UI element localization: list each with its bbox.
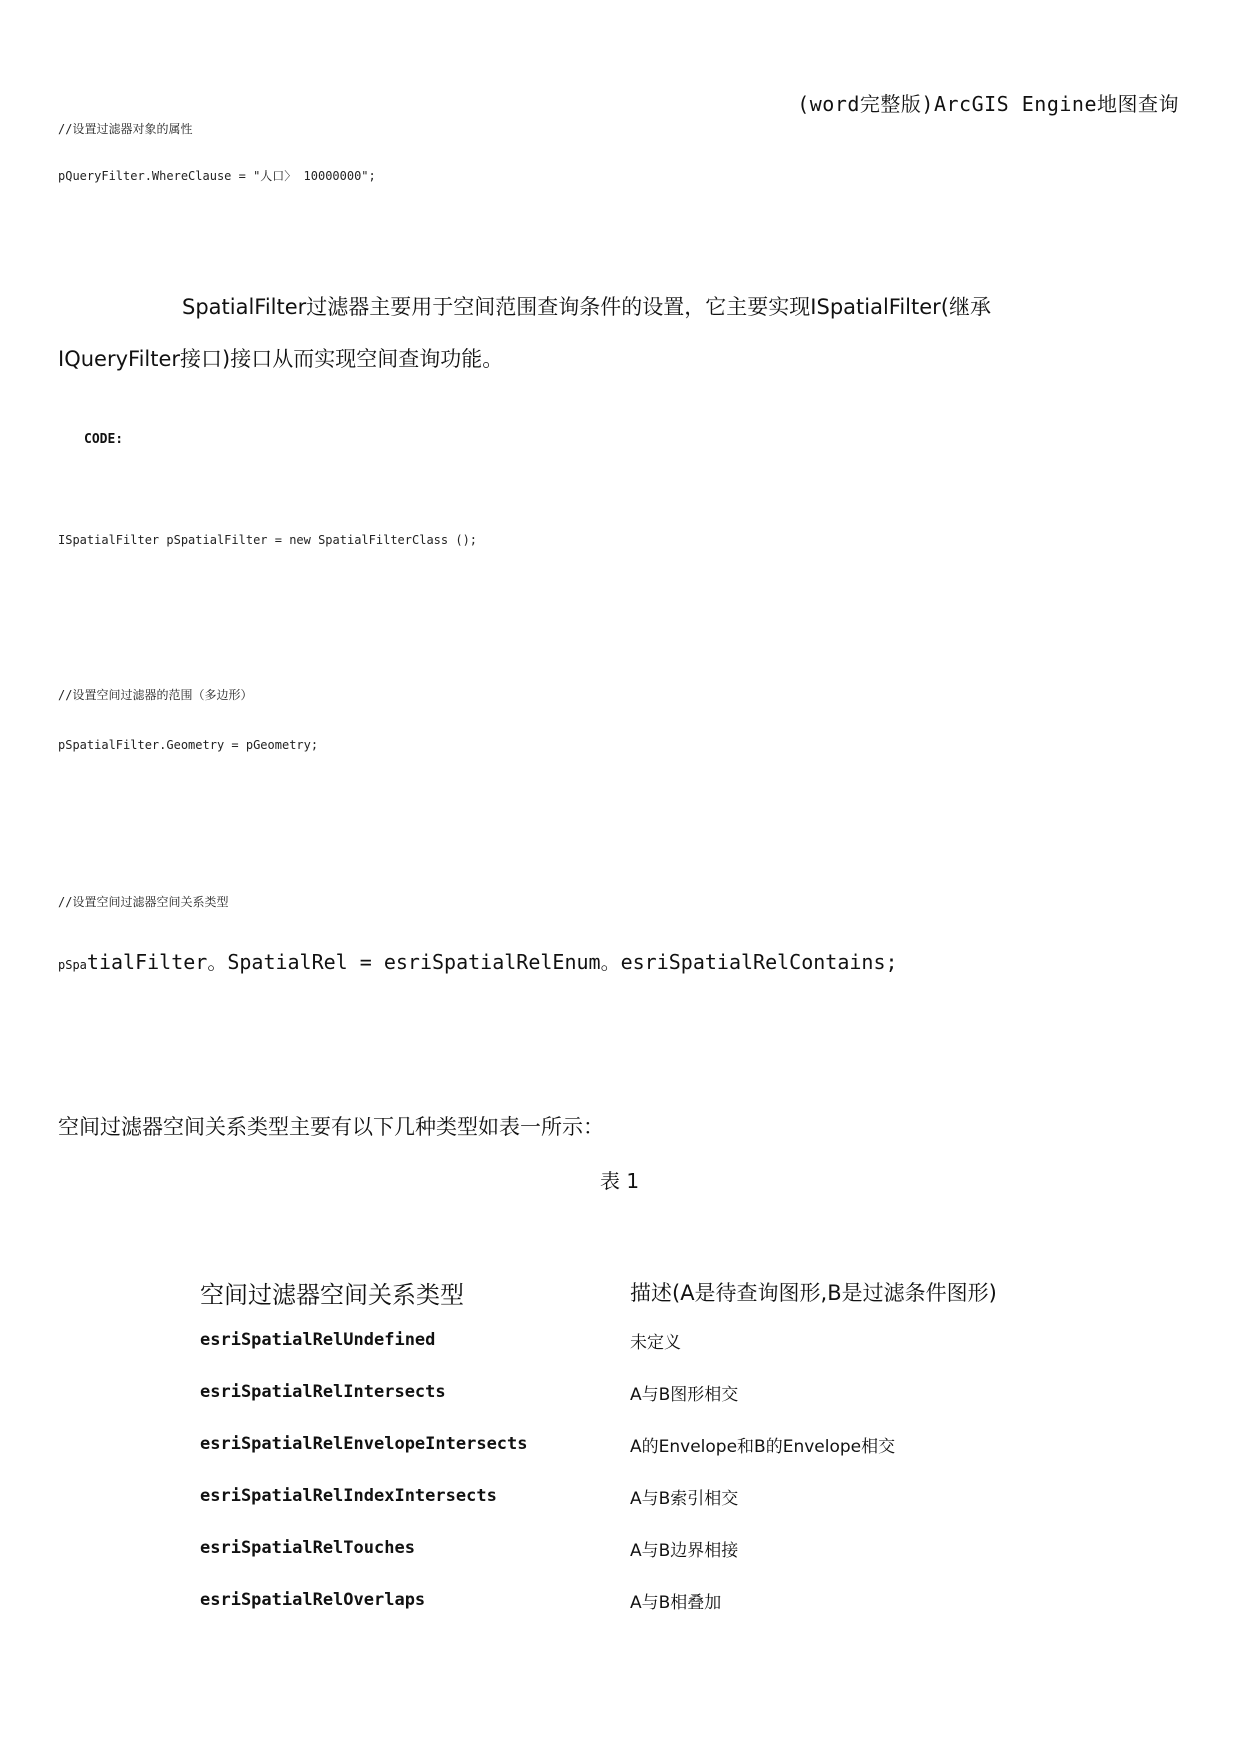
code-line-geometry: pSpatialFilter.Geometry = pGeometry; bbox=[58, 738, 319, 752]
intro-paragraph bbox=[58, 281, 1118, 385]
relation-type-cell: esriSpatialRelIntersects bbox=[200, 1382, 446, 1402]
relation-description-cell: A与B边界相接 bbox=[630, 1540, 739, 1561]
table-intro-text: 空间过滤器空间关系类型主要有以下几种类型如表一所示： bbox=[58, 1115, 604, 1139]
table-row bbox=[200, 1366, 997, 1418]
spatial-relation-table bbox=[200, 1270, 997, 1626]
code-comment-filter-attributes: //设置过滤器对象的属性 bbox=[58, 122, 193, 136]
intro-paragraph-line-2: IQueryFilter接口)接口从而实现空间查询功能。 bbox=[58, 347, 504, 371]
relation-type-cell: esriSpatialRelIndexIntersects bbox=[200, 1486, 497, 1506]
page-header-title: (word完整版)ArcGIS Engine地图查询 bbox=[797, 92, 1179, 116]
code-comment-filter-range: //设置空间过滤器的范围（多边形） bbox=[58, 688, 253, 702]
code-line-spatial-rel bbox=[58, 946, 898, 975]
relation-type-cell: esriSpatialRelEnvelopeIntersects bbox=[200, 1434, 528, 1454]
table-row bbox=[200, 1522, 997, 1574]
relation-description-cell: A与B相叠加 bbox=[630, 1592, 722, 1613]
relation-type-cell: esriSpatialRelUndefined bbox=[200, 1330, 436, 1350]
table-header-type: 空间过滤器空间关系类型 bbox=[200, 1280, 464, 1309]
code-line-spatial-rel-rest: tialFilter。SpatialRel = esriSpatialRelEnum。esriSpatialRelContains; bbox=[86, 950, 898, 974]
relation-description-cell: A的Envelope和B的Envelope相交 bbox=[630, 1436, 896, 1457]
relation-description-cell: A与B索引相交 bbox=[630, 1488, 739, 1509]
table-header-row bbox=[200, 1270, 997, 1314]
table-header-description: 描述(A是待查询图形,B是过滤条件图形) bbox=[630, 1281, 997, 1305]
code-comment-relation-type: //设置空间过滤器空间关系类型 bbox=[58, 895, 229, 909]
table-row bbox=[200, 1470, 997, 1522]
intro-paragraph-line-1: SpatialFilter过滤器主要用于空间范围查询条件的设置，它主要实现ISpatialFilter(继承 bbox=[182, 295, 992, 319]
relation-type-cell: esriSpatialRelTouches bbox=[200, 1538, 415, 1558]
table-row bbox=[200, 1418, 997, 1470]
relation-type-cell: esriSpatialRelOverlaps bbox=[200, 1590, 426, 1610]
table-row bbox=[200, 1574, 997, 1626]
code-label: CODE: bbox=[84, 432, 124, 447]
table-row bbox=[200, 1314, 997, 1366]
relation-description-cell: 未定义 bbox=[630, 1332, 681, 1353]
table-caption: 表 1 bbox=[600, 1169, 640, 1193]
relation-description-cell: A与B图形相交 bbox=[630, 1384, 739, 1405]
code-line-new-spatial-filter: ISpatialFilter pSpatialFilter = new SpatialFilterClass (); bbox=[58, 533, 478, 547]
code-line-where-clause: pQueryFilter.WhereClause = "人口〉 10000000"; bbox=[58, 169, 376, 183]
code-line-spatial-rel-prefix: pSpa bbox=[58, 958, 87, 972]
